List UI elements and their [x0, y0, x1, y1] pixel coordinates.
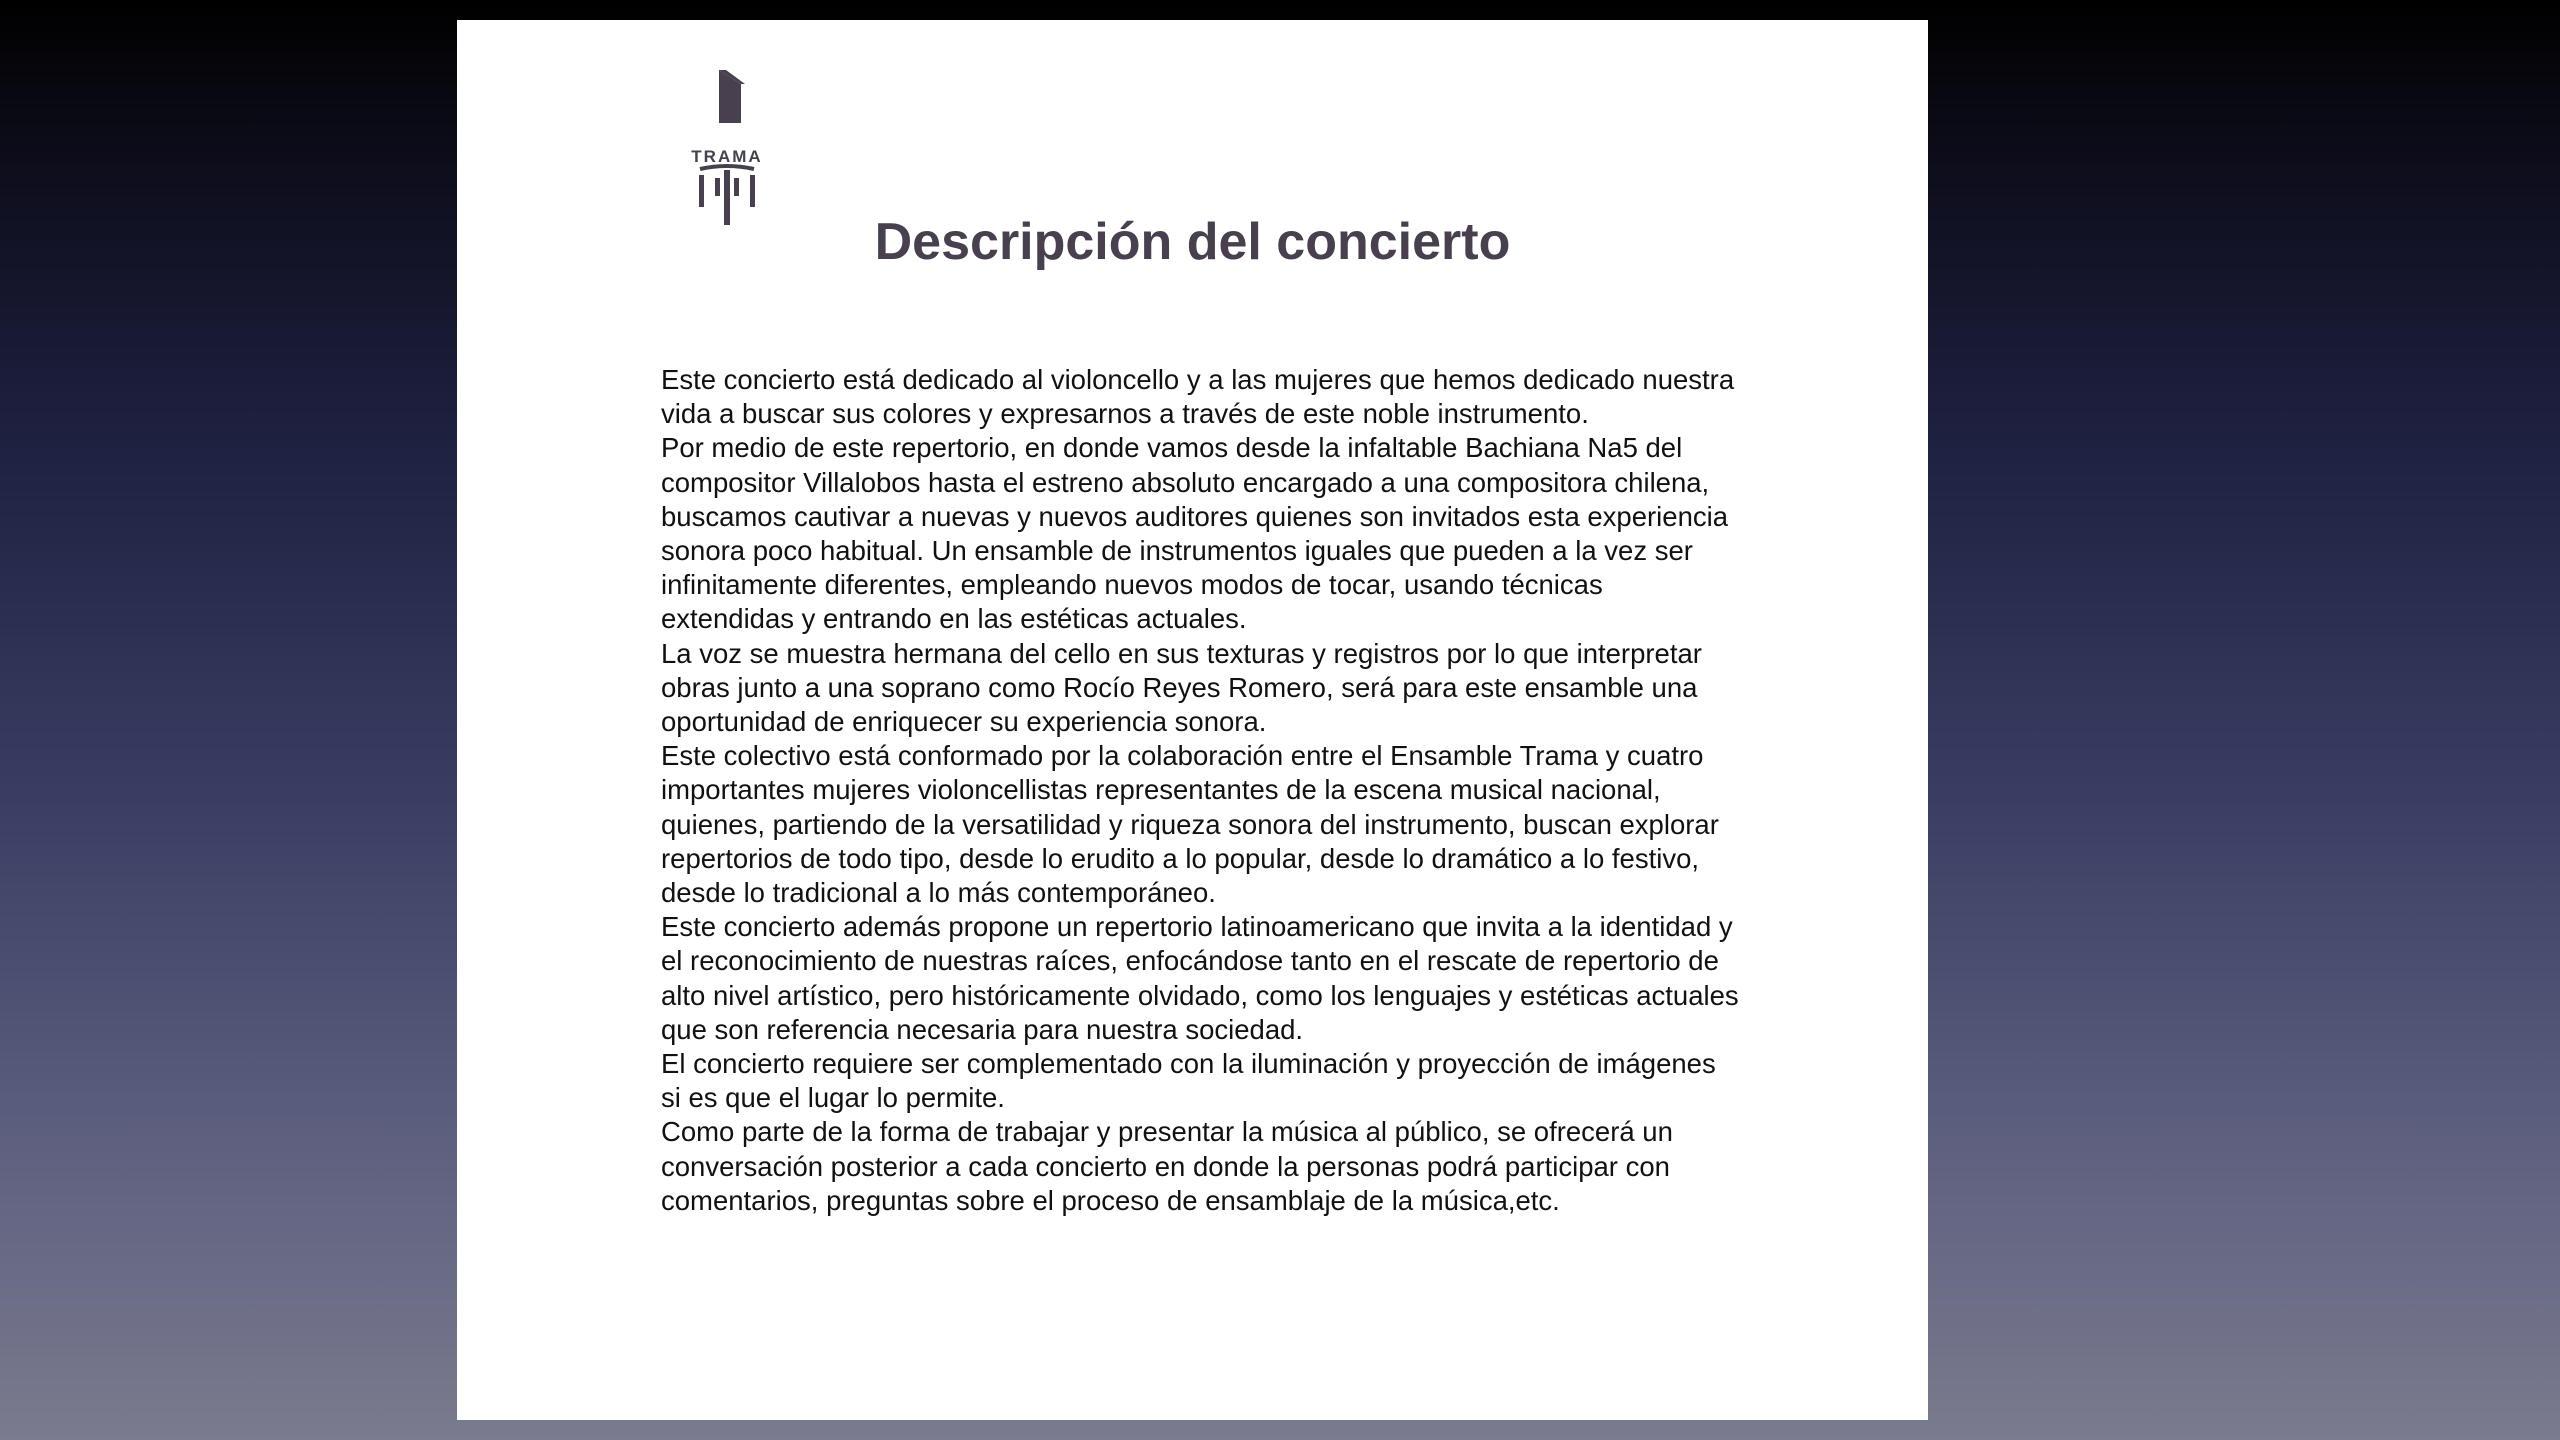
- paragraph: La voz se muestra hermana del cello en sus texturas y registros por lo que interpretar obras junto a una soprano como Rocío Reyes Romero, será para este ensamble una oportunidad de enriquecer su experiencia sonora.: [661, 637, 1702, 738]
- logo-wordmark: TRAMA: [691, 147, 763, 166]
- description-body: [661, 363, 1741, 1218]
- paragraph: Este colectivo está conformado por la colaboración entre el Ensamble Trama y cuatro importantes mujeres violoncellistas representantes de la escena musical nacional, quienes, partiendo de la versatilidad y riqueza sonora del instrumento, buscan explorar repertorios de todo tipo, desde lo erudito a lo popular, desde lo dramático a lo festivo, desde lo tradicional a lo más contemporáneo.: [661, 740, 1719, 909]
- paragraph: Este concierto está dedicado al violoncello y a las mujeres que hemos dedicado nuestra vida a buscar sus colores y expresarnos a través de este noble instrumento.: [661, 364, 1735, 430]
- paragraph: El concierto requiere ser complementado con la iluminación y proyección de imágenes si es que el lugar lo permite.: [661, 1048, 1716, 1114]
- paragraph: Este concierto además propone un repertorio latinoamericano que invita a la identidad y el reconocimiento de nuestras raíces, enfocándose tanto en el rescate de repertorio de alto nivel artístico, pero históricamente olvidado, como los lenguajes y estéticas actuales que son referencia necesaria para nuestra sociedad.: [661, 911, 1739, 1045]
- page-title: Descripción del concierto: [874, 213, 1511, 271]
- trama-logo: [687, 70, 767, 225]
- paragraph: Por medio de este repertorio, en donde vamos desde la infaltable Bachiana Na5 del compositor Villalobos hasta el estreno absoluto encargado a una compositora chilena, buscamos cautivar a nuevas y nuevos auditores quienes son invitados esta experiencia sonora poco habitual. Un ensamble de instrumentos iguales que pueden a la vez ser infinitamente diferentes, empleando nuevos modos de tocar, usando técnicas extendidas y entrando en las estéticas actuales.: [661, 432, 1729, 635]
- paragraph: Como parte de la forma de trabajar y presentar la música al público, se ofrecerá un conversación posterior a cada concierto en donde la personas podrá participar con comentarios, preguntas sobre el proceso de ensamblaje de la música,etc.: [661, 1116, 1673, 1216]
- slide-page: [457, 20, 1928, 1420]
